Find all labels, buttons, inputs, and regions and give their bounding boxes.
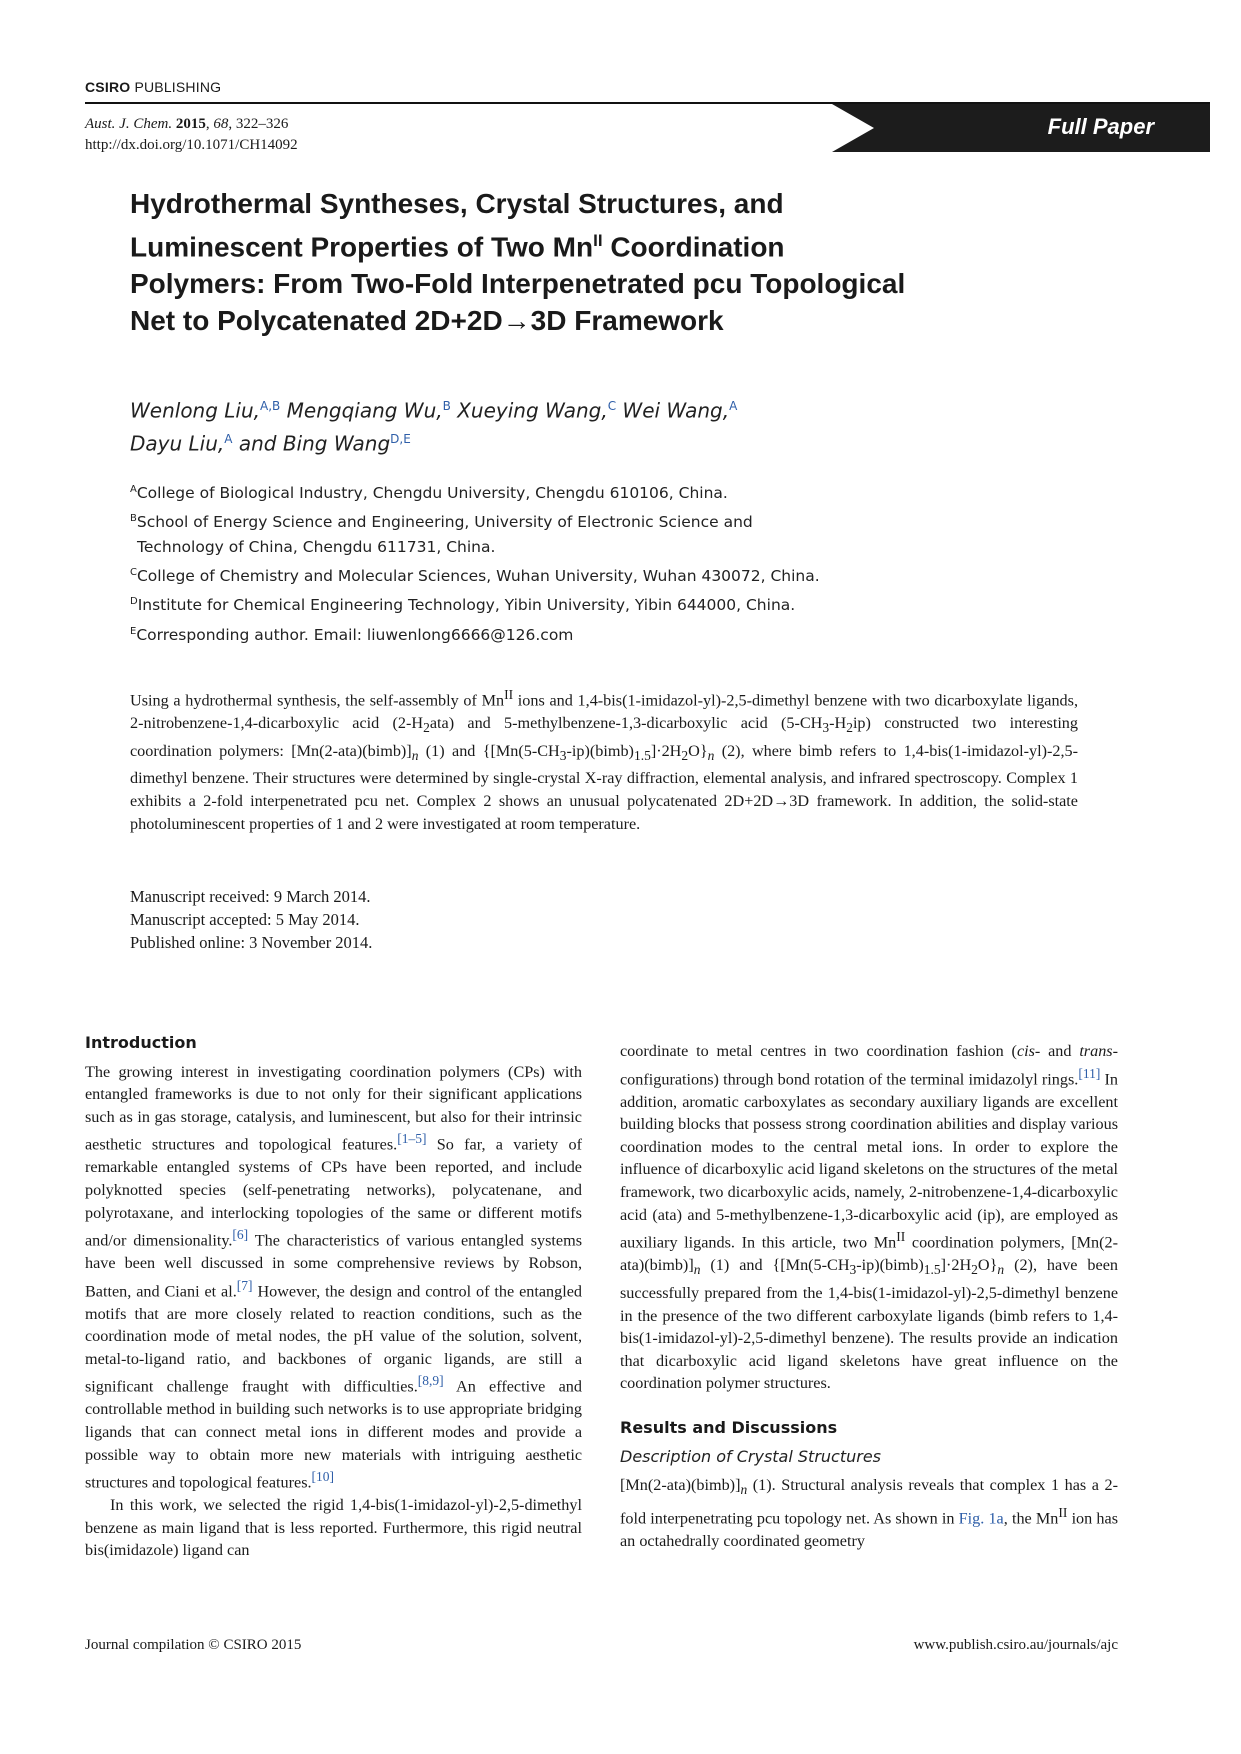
right-column [620,1040,1118,1553]
citation: Aust. J. Chem. 2015, 68, 322–326 http://dx.doi.org/10.1071/CH14092 [85,114,298,156]
footer-journal-url[interactable]: www.publish.csiro.au/journals/ajc [913,1637,1118,1653]
intro-paragraph-3: coordinate to metal centres in two coordination fashion (cis- and trans-configurations) through bond rotation of the terminal imidazolyl rings.[11] In addition, aromatic carboxylates as secondary auxiliary ligands are excellent building blocks that possess strong coordination abilities and display various coordination modes to the central metal ions. In order to explore the influence of dicarboxylic acid ligand skeletons on the structures of the metal framework, two dicarboxylic acids, namely, 2-nitrobenzene-1,4-dicarboxylic acid (ata) and 5-methylbenzene-1,3-dicarboxylic acid (ip), are employed as auxiliary ligands. In this article, two $Mn^{II}$ coordination polymers, $[Mn(2-ata)(bimb)]_n$ (1) and $\{[Mn(5-CH_3-ip)(bimb)_{1.5}]\cdot 2H_2O\}_n$ (2), have been successfully prepared from the 1,4-bis(1-imidazol-yl)-2,5-dimethyl benzene in the presence of the two different carboxylate ligands (bimb refers to 1,4-bis(1-imidazol-yl)-2,5-dimethyl benzene). The results provide an indication that dicarboxylic acid ligand skeletons have great influence on the coordination polymer structures. [620,1042,1118,1393]
corresponding-author: $^E$Corresponding author. Email: liuwenlong6666@126.com [130,625,574,644]
paper-type-banner: Full Paper [832,104,1210,152]
footer-copyright: Journal compilation © CSIRO 2015 [85,1637,302,1653]
publisher-name: CSIRO PUBLISHING [85,79,222,95]
crystal-structures-subheading: Description of Crystal Structures [620,1446,881,1466]
doi-link[interactable]: http://dx.doi.org/10.1071/CH14092 [85,137,298,153]
abstract: Using a hydrothermal synthesis, the self-assembly of $Mn^{II}$ ions and 1,4-bis(1-imidazol-yl)-2,5-dimethyl benzene with two dicarboxylate ligands, 2-nitrobenzene-1,4-dicarboxylic acid $(2-H_2ata)$ and 5-methylbenzene-1,3-dicarboxylic acid $(5-CH_3-H_2ip)$ constructed two interesting coordination polymers: $[Mn(2-ata)(bimb)]_n$ (1) and $\{[Mn(5-CH_3-ip)(bimb)_{1.5}]\cdot 2H_2O\}_n$ (2), where bimb refers to 1,4-bis(1-imidazol-yl)-2,5-dimethyl benzene. Their structures were determined by single-crystal X-ray diffraction, elemental analysis, and infrared spectroscopy. Complex 1 exhibits a 2-fold interpenetrated pcu net. Complex 2 shows an unusual polycatenated 2D+2D→3D framework. In addition, the solid-state photoluminescent properties of 1 and 2 were investigated at room temperature. [130,687,1079,833]
results-paragraph-1: $[Mn(2-ata)(bimb)]_n$ (1). Structural analysis reveals that complex 1 has a 2-fold interpenetrating pcu topology net. As shown in Fig. 1a, the $Mn^{II}$ ion has an octahedrally coordinated geometry [620,1476,1118,1550]
intro-paragraph-2: In this work, we selected the rigid 1,4-bis(1-imidazol-yl)-2,5-dimethyl benzene as main ligand that is less reported. Furthermore, this rigid neutral bis(imidazole) ligand can [85,1496,582,1560]
intro-paragraph-1: The growing interest in investigating coordination polymers (CPs) with entangled frameworks is due to not only for their significant applications such as in gas storage, catalysis, and luminescent, but also for their intrinsic aesthetic structures and topological features.[1–5] So far, a variety of remarkable entangled systems of CPs have been reported, and include polyknotted species (self-penetrating networks), polycatenane, and polyrotaxane, and interlocking topologies of the same or different motifs and/or dimensionality.[6] The characteristics of various entangled systems have been well discussed in some comprehensive reviews by Robson, Batten, and Ciani et al.[7] However, the design and control of the entangled motifs that are more closely related to reaction conditions, such as the coordination mode of metal nodes, the pH value of the solution, solvent, metal-to-ligand ratio, and backbones of organic ligands, are still a significant challenge fraught with difficulties.[8,9] An effective and controllable method in building such networks is to use appropriate bridging ligands that can connect metal ions in different modes and provide a possible way to obtain more new materials with intriguing aesthetic structures and topological features.[10] [85,1062,583,1492]
figure-link[interactable]: Fig. 1a [958,1509,1004,1528]
introduction-heading: Introduction [85,1033,197,1052]
author-list: Wenlong Liu,$^{A,B}$ Mengqiang Wu,$^B$ Xueying Wang,$^C$ Wei Wang,$^A$ Dayu Liu,$^A$ and Bing Wang$^{D,E}$ [130,398,738,456]
results-heading: Results and Discussions [620,1417,838,1437]
paper-title: Hydrothermal Syntheses, Crystal Structures, and Luminescent Properties of Two $Mn^{II}$ Coordination Polymers: From Two-Fold Interpenetrated pcu Topological Net to Polycatenated 2D+2D→3D Framework [130,188,906,337]
left-column [85,1032,582,1562]
affiliations: $^A$College of Biological Industry, Chengdu University, Chengdu 610106, China. $^B$School of Energy Science and Engineering, University of Electronic Science and Technology of China, Chengdu 611731, China. $^C$College of Chemistry and Molecular Sciences, Wuhan University, Wuhan 430072, China. $^D$Institute for Chemical Engineering Technology, Yibin University, Yibin 644000, China. $^E$Corresponding author. Email: liuwenlong6666@126.com [130,477,1030,648]
manuscript-dates: Manuscript received: 9 March 2014. Manuscript accepted: 5 May 2014. Published online: 3 November 2014. [130,887,373,952]
